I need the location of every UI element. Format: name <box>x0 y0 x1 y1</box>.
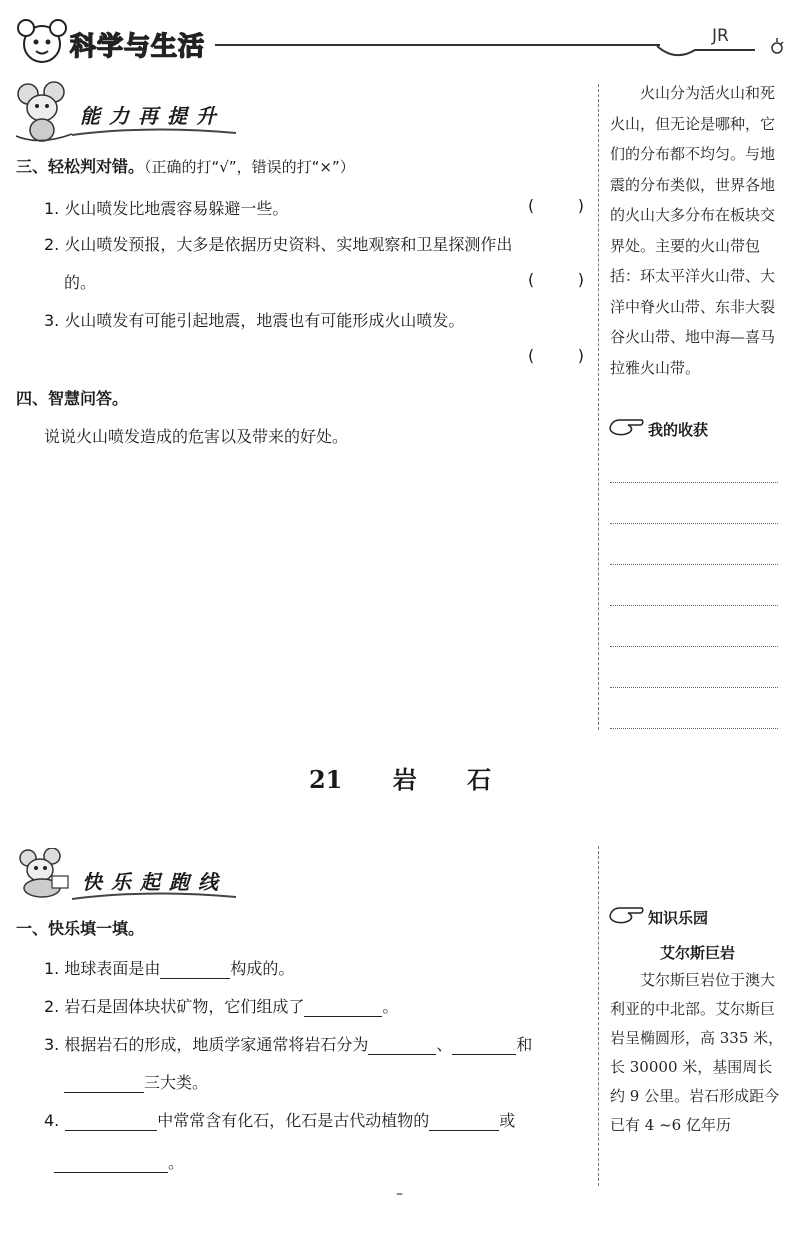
blank-3[interactable] <box>368 1036 436 1055</box>
judge-item-2: 2. 火山喷发预报，大多是依据历史资料、实地观察和卫星探测作出 <box>44 235 513 254</box>
harvest-line-7[interactable] <box>610 728 778 729</box>
banner-underline-2 <box>70 888 240 907</box>
pointing-hand-icon <box>608 416 646 442</box>
qa-prompt: 说说火山喷发造成的危害以及带来的好处。 <box>44 427 349 446</box>
blank-4[interactable] <box>452 1036 516 1055</box>
judge-item-2-cont: 的。 <box>64 273 97 292</box>
question-title-fill: 一、快乐填一填。 <box>16 919 145 938</box>
answer-parens-3[interactable]: ( ) <box>528 346 584 365</box>
sidebar-divider-2 <box>598 846 599 1186</box>
harvest-line-2[interactable] <box>610 523 778 524</box>
judge-item-3: 3. 火山喷发有可能引起地震，地震也有可能形成火山喷发。 <box>44 311 465 330</box>
page-code: JR <box>712 26 729 46</box>
page-footer-mark: – <box>396 1186 403 1202</box>
mascot-logo-icon <box>12 14 74 68</box>
brand-title: 科学与生活 <box>70 32 206 62</box>
sidebar-divider-1 <box>598 84 599 730</box>
fill-item-1: 1. 地球表面是由 构成的。 <box>44 959 295 978</box>
fill-item-4: 4. 中常常含有化石，化石是古代动植物的 或 <box>44 1111 516 1130</box>
answer-parens-2[interactable]: ( ) <box>528 270 584 289</box>
judge-item-1: 1. 火山喷发比地震容易躲避一些。 <box>44 199 289 218</box>
answer-parens-1[interactable]: ( ) <box>528 196 584 215</box>
section-banner-ability: 能力再提升 <box>80 104 225 128</box>
fill-item-4-cont: 。 <box>54 1150 184 1173</box>
question-title-qa: 四、智慧问答。 <box>16 389 129 408</box>
harvest-line-3[interactable] <box>610 564 778 565</box>
blank-1[interactable] <box>160 960 230 979</box>
uluru-title: 艾尔斯巨岩 <box>659 944 735 962</box>
fill-item-3-cont: 三大类。 <box>64 1070 208 1093</box>
qa-answer-area[interactable] <box>16 456 586 726</box>
blank-7[interactable] <box>429 1112 499 1131</box>
pointing-hand-icon <box>608 904 646 930</box>
blank-8[interactable] <box>54 1154 168 1173</box>
banner-underline <box>70 124 240 143</box>
header-swirl-icon <box>655 38 795 72</box>
harvest-line-6[interactable] <box>610 687 778 688</box>
chapter-title: 21 岩 石 <box>308 765 492 794</box>
blank-5[interactable] <box>64 1074 144 1093</box>
blank-6[interactable] <box>65 1112 157 1131</box>
knowledge-heading: 知识乐园 <box>608 904 708 930</box>
section-banner-start: 快乐起跑线 <box>82 870 227 894</box>
sidebar-volcano-text: 火山分为活火山和死火山，但无论是哪种，它们的分布都不均匀。与地震的分布类似，世界各地的火山大多分布在板块交界处。主要的火山带包括：环太平洋火山带、大洋中脊火山带、东非大裂谷火山带、地中海—喜马拉雅火山带。 <box>610 84 776 377</box>
blank-2[interactable] <box>304 998 382 1017</box>
harvest-line-4[interactable] <box>610 605 778 606</box>
question-title-judge: 三、轻松判对错。（正确的打“√”，错误的打“×”） <box>16 157 355 176</box>
uluru-text: 艾尔斯巨岩位于澳大利亚的中北部。艾尔斯巨岩呈椭圆形，高 335 米，长 30000 米，基围周长约 9 公里。岩石形成距今已有 4 ~6 亿年历 <box>610 971 784 1134</box>
harvest-heading: 我的收获 <box>608 416 708 442</box>
harvest-line-1[interactable] <box>610 482 778 483</box>
fill-item-2: 2. 岩石是固体块状矿物，它们组成了 。 <box>44 997 399 1016</box>
header-rule <box>215 44 660 46</box>
harvest-line-5[interactable] <box>610 646 778 647</box>
fill-item-3: 3. 根据岩石的形成，地质学家通常将岩石分为 、 和 <box>44 1035 533 1054</box>
